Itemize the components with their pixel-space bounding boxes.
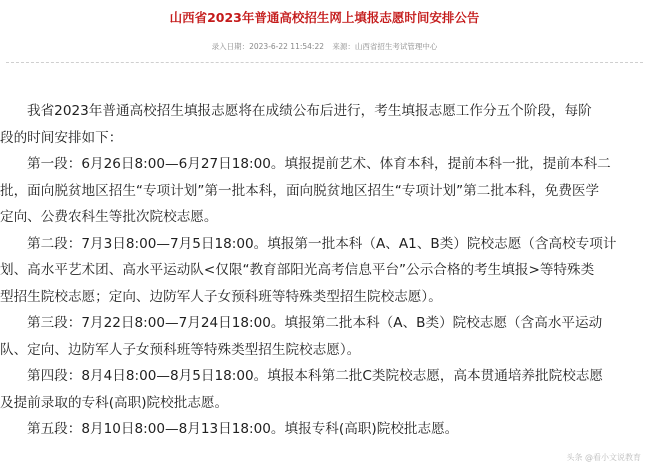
body-line: 第二段：7月3日8:00—7月5日18:00。填报第一批本科（A、A1、B类）院校志愿（含高校专项计: [27, 235, 617, 252]
body-line: 批，面向脱贫地区招生“专项计划”第一批本科，面向脱贫地区招生“专项计划”第二批本科，免费医学: [0, 182, 600, 199]
body-line: 及提前录取的专科(高职)院校批志愿。: [0, 394, 229, 411]
entry-time: 录入日期：2023-6-22 11:54:22: [211, 42, 324, 51]
body-line: 第四段：8月4日8:00—8月5日18:00。填报本科第二批C类院校志愿，高本贯通培养批院校志愿: [27, 368, 603, 384]
body-line: 划、高水平艺术团、高水平运动队<仅限“教育部阳光高考信息平台”公示合格的考生填报>等特殊类: [0, 262, 595, 278]
body-line: 我省2023年普通高校招生填报志愿将在成绩公布后进行，考生填报志愿工作分五个阶段，每阶: [27, 103, 592, 119]
body-line: 定向、公费农科生等批次院校志愿。: [0, 209, 218, 225]
article-body: [0, 98, 649, 443]
article-meta: [0, 41, 649, 52]
body-line: 第五段：8月10日8:00—8月13日18:00。填报专科(高职)院校批志愿。: [27, 421, 459, 437]
body-line: 第一段：6月26日8:00—6月27日18:00。填报提前艺术、体育本科，提前本科一批，提前本科二: [27, 156, 611, 172]
body-line: 型招生院校志愿；定向、边防军人子女预科班等特殊类型招生院校志愿）。: [0, 288, 442, 305]
source: 来源：山西省招生考试管理中心: [332, 42, 438, 51]
body-line: 第三段：7月22日8:00—7月24日18:00。填报第二批本科（A、B类）院校志愿（含高水平运动: [27, 315, 603, 331]
watermark: 头条 @看小文说教育: [566, 453, 641, 462]
article-title: 山西省2023年普通高校招生网上填报志愿时间安排公告: [169, 10, 480, 25]
body-line: 段的时间安排如下：: [0, 129, 123, 146]
divider: [6, 62, 643, 63]
body-line: 队、定向、边防军人子女预科班等特殊类型招生院校志愿）。: [0, 341, 361, 358]
